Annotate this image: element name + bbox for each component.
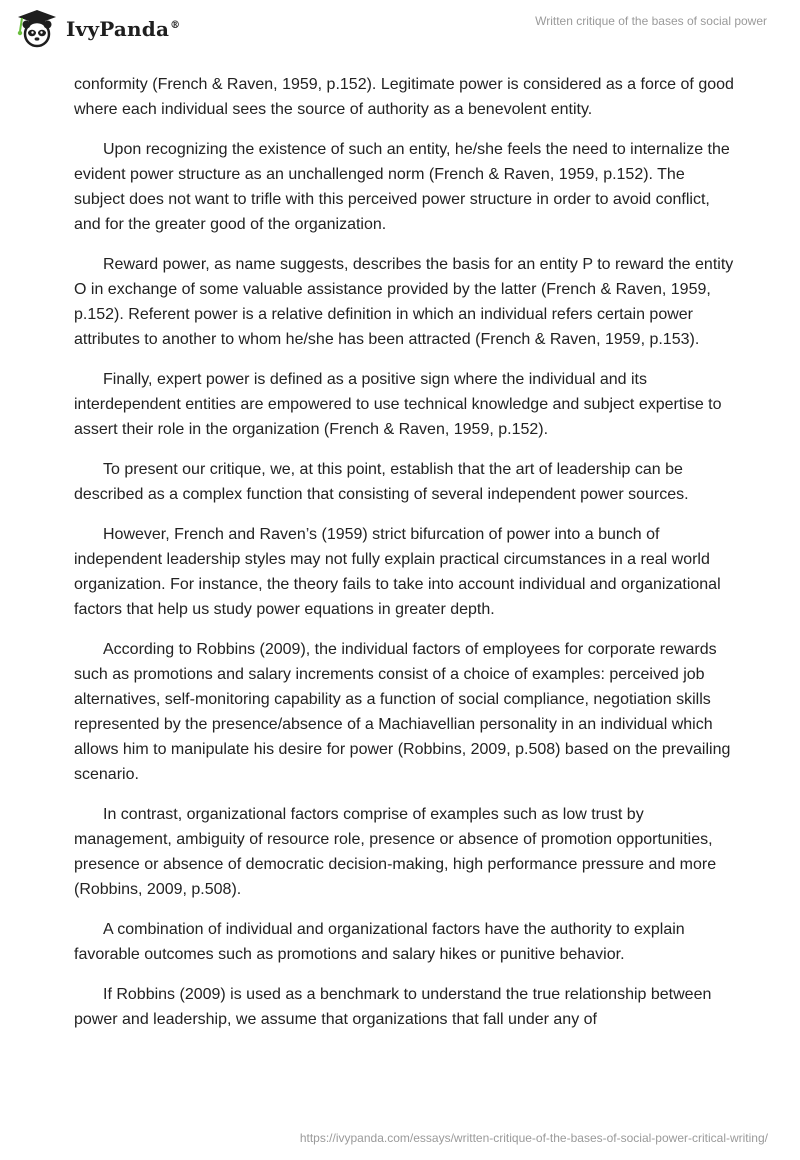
page-header [0,0,800,62]
paragraph: conformity (French & Raven, 1959, p.152). Legitimate power is considered as a force of good where each individual sees the source of authority as a benevolent entity. [74,76,734,118]
paragraph: To present our critique, we, at this point, establish that the art of leadership can be described as a complex function that consisting of several independent power sources. [74,461,689,503]
paragraph: Reward power, as name suggests, describes the basis for an entity P to reward the entity O in exchange of some valuable assistance provided by the latter (French & Raven, 1959, p.152). Referent power is a relative definition in which an individual refers certain power attributes to another to whom he/she has been attracted (French & Raven, 1959, p.153). [74,256,734,348]
paragraph: Finally, expert power is defined as a positive sign where the individual and its interdependent entities are empowered to use technical knowledge and subject expertise to assert their role in the organization (French & Raven, 1959, p.152). [74,371,722,438]
paragraph: A combination of individual and organizational factors have the authority to explain favorable outcomes such as promotions and salary hikes or punitive behavior. [74,921,685,963]
panda-graduate-icon [14,9,60,49]
paragraph: According to Robbins (2009), the individual factors of employees for corporate rewards such as promotions and salary increments consist of a choice of examples: perceived job alternatives, self-monitoring capability as a function of social compliance, negotiation skills represented by the presence/absence of a Machiavellian personality in an individual which allows him to manipulate his desire for power (Robbins, 2009, p.508) based on the prevailing scenario. [74,641,731,783]
document-title: Written critique of the bases of social power [535,14,767,28]
ivypanda-logo[interactable] [14,9,180,49]
registered-mark: ® [170,20,181,32]
essay-body [74,72,734,1047]
paragraph: In contrast, organizational factors comprise of examples such as low trust by management, ambiguity of resource role, presence or absence of promotion opportunities, presence or absence of democratic decision-making, high performance pressure and more (Robbins, 2009, p.508). [74,806,717,898]
logo-text: IvyPanda® [66,17,181,41]
source-url-link[interactable]: https://ivypanda.com/essays/written-critique-of-the-bases-of-social-power-critical-writing/ [299,1131,768,1145]
paragraph: However, French and Raven’s (1959) strict bifurcation of power into a bunch of independent leadership styles may not fully explain practical circumstances in a real world organization. For instance, the theory fails to take into account individual and organizational factors that help us study power equations in greater depth. [74,526,721,618]
paragraph: Upon recognizing the existence of such an entity, he/she feels the need to internalize the evident power structure as an unchallenged norm (French & Raven, 1959, p.152). The subject does not want to trifle with this perceived power structure in order to avoid conflict, and for the greater good of the organization. [74,141,730,233]
paragraph: If Robbins (2009) is used as a benchmark to understand the true relationship between power and leadership, we assume that organizations that fall under any of [74,986,712,1028]
